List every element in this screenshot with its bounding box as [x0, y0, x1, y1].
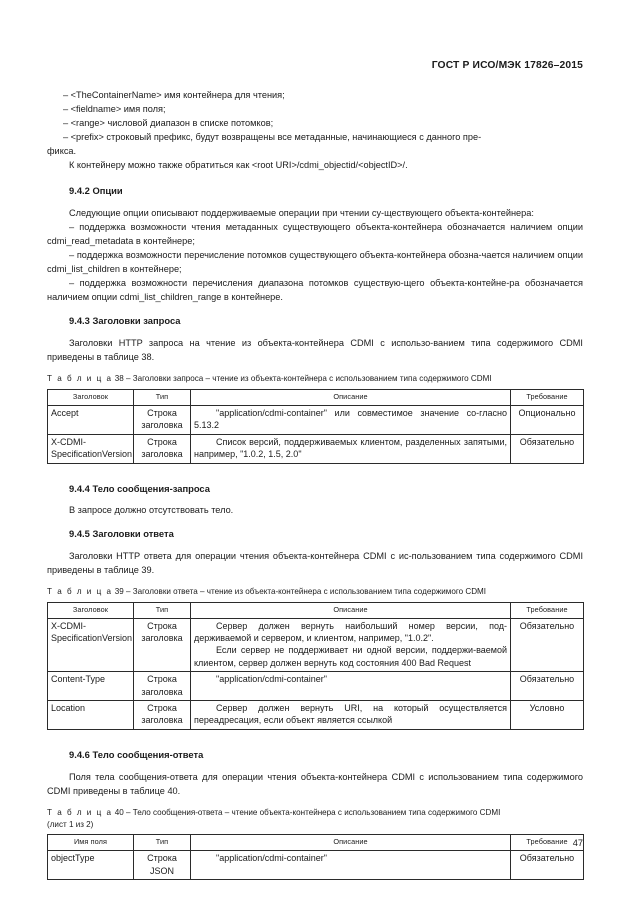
table-38-caption: [47, 373, 583, 385]
list-item: – <range> числовой диапазон в списке потомков;: [63, 118, 274, 129]
cell-field-name: objectType: [48, 851, 134, 880]
cell-name: X-CDMI-SpecificationVersion: [48, 618, 134, 672]
table-caption-text: – Тело сообщения-ответа – чтение объекта-контейнера с использованием типа содержимого CDMI: [125, 807, 501, 817]
running-header: ГОСТ Р ИСО/МЭК 17826–2015: [431, 60, 583, 71]
column-header-type: Тип: [134, 835, 191, 851]
table-caption-label: Т а б л и ц а: [47, 807, 113, 817]
list-item: – поддержка возможности чтения метаданных существующего объекта-контейнера обозначается наличием опции cdmi_read_metadata в контейнере;: [47, 221, 583, 246]
list-item: – <fieldname> имя поля;: [63, 104, 166, 115]
column-header-description: Описание: [191, 602, 511, 618]
column-header-requirement: Требование: [511, 835, 584, 851]
cell-requirement: Условно: [511, 700, 584, 729]
cell-requirement: Обязательно: [511, 434, 584, 463]
table-row: [48, 618, 584, 672]
table-row: [48, 434, 584, 463]
table-40-caption: [47, 807, 583, 830]
table-header-row: [48, 602, 584, 618]
table-caption-number: 40: [114, 807, 124, 817]
column-header-requirement: Требование: [511, 602, 584, 618]
table-header-row: [48, 390, 584, 406]
cell-requirement: Обязательно: [511, 672, 584, 701]
paragraph-root-uri: К контейнеру можно также обратиться как <root URI>/cdmi_objectid/<objectID>/.: [69, 160, 408, 171]
column-header-type: Тип: [134, 390, 191, 406]
table-caption-number: 38: [114, 374, 124, 384]
list-item: – поддержка возможности перечисления диапазона потомков существую-щего объекта-контейне-ра обозначается наличием опции cdmi_list_children_range в контейнере.: [47, 278, 583, 303]
table-caption-text: – Заголовки ответа – чтение из объекта-контейнера с использованием типа содержимого CDMI: [125, 586, 487, 596]
table-row: [48, 700, 584, 729]
table-caption-label: Т а б л и ц а: [47, 586, 113, 596]
page-content: [47, 0, 583, 880]
column-header-name: Заголовок: [48, 390, 134, 406]
column-header-requirement: Требование: [511, 390, 584, 406]
cell-description-part-2: Если сервер не поддерживает ни одной версии, поддержи-ваемой клиентом, сервер должен вернуть код состояния 400 Bad Request: [194, 645, 507, 668]
table-caption-sheet: (лист 1 из 2): [47, 819, 94, 829]
cell-type: Строка заголовка: [134, 700, 191, 729]
cell-name: Location: [48, 700, 134, 729]
table-39-caption: [47, 586, 583, 598]
paragraph-request-body: В запросе должно отсутствовать тело.: [69, 504, 234, 515]
list-item: – <TheContainerName> имя контейнера для чтения;: [63, 90, 285, 100]
heading-9-4-2: 9.4.2 Опции: [69, 184, 123, 196]
table-header-row: [48, 835, 584, 851]
table-row: [48, 851, 584, 880]
heading-9-4-3: 9.4.3 Заголовки запроса: [69, 315, 181, 327]
cell-type: Строка заголовка: [134, 434, 191, 463]
page-number: 47: [572, 838, 583, 848]
cell-requirement: Опционально: [511, 406, 584, 435]
table-39: [47, 602, 584, 730]
cell-description: Сервер должен вернуть URI, на который осуществляется переадресация, если объект является ссылкой: [191, 700, 511, 729]
cell-type: Строка заголовка: [134, 672, 191, 701]
cell-description: "application/cdmi-container": [191, 672, 511, 701]
column-header-field-name: Имя поля: [48, 835, 134, 851]
cell-requirement: Обязательно: [511, 851, 584, 880]
paragraph-options-intro: Следующие опции описывают поддерживаемые операции при чтении су-ществующего объекта-контейнера:: [69, 207, 534, 218]
cell-name: Accept: [48, 406, 134, 435]
cell-description: "application/cdmi-container" или совместимое значение со-гласно 5.13.2: [191, 406, 511, 435]
table-caption-text: – Заголовки запроса – чтение из объекта-контейнера с использованием типа содержимого CDMI: [125, 374, 492, 384]
cell-name: Content-Type: [48, 672, 134, 701]
paragraph-response-headers-intro: Заголовки HTTP ответа для операции чтения объекта-контейнера CDMI с ис-пользованием типа содержимого CDMI приведены в таблице 39.: [47, 550, 583, 575]
column-header-description: Описание: [191, 835, 511, 851]
table-38: [47, 389, 584, 464]
cell-description: Список версий, поддерживаемых клиентом, разделенных запятыми, например, "1.0.2, 1.5, 2.0": [191, 434, 511, 463]
heading-9-4-4: 9.4.4 Тело сообщения-запроса: [69, 482, 210, 494]
list-item: – <prefix> строковый префикс, будут возвращены все метаданные, начинающиеся с данного пре-: [63, 132, 482, 143]
cell-type: Строка заголовка: [134, 618, 191, 672]
cell-requirement: Обязательно: [511, 618, 584, 672]
cell-description: [191, 618, 511, 672]
heading-9-4-6: 9.4.6 Тело сообщения-ответа: [69, 748, 204, 760]
table-row: [48, 406, 584, 435]
column-header-name: Заголовок: [48, 602, 134, 618]
column-header-description: Описание: [191, 390, 511, 406]
paragraph-response-body-intro: Поля тела сообщения-ответа для операции чтения объекта-контейнера CDMI с использованием типа содержимого CDMI приведены в таблице 40.: [47, 771, 583, 796]
table-caption-label: Т а б л и ц а: [47, 374, 113, 384]
cell-type: Строка JSON: [134, 851, 191, 880]
cell-description-part-1: Сервер должен вернуть наибольший номер версии, под-держиваемой и сервером, и клиентом, например, "1.0.2".: [194, 620, 507, 643]
cell-name: X-CDMI-SpecificationVersion: [48, 434, 134, 463]
paragraph-request-headers-intro: Заголовки HTTP запроса на чтение из объекта-контейнера CDMI с использо-ванием типа содержимого CDMI приведены в таблице 38.: [47, 338, 583, 363]
list-item-continuation: фикса.: [47, 146, 77, 157]
table-row: [48, 672, 584, 701]
column-header-type: Тип: [134, 602, 191, 618]
list-item: – поддержка возможности перечисление потомков существующего объекта-контейнера обозна-чается наличием опции cdmi_list_children в контейнере;: [47, 249, 583, 274]
cell-type: Строка заголовка: [134, 406, 191, 435]
cell-description: "application/cdmi-container": [191, 851, 511, 880]
table-40: [47, 834, 584, 880]
table-caption-number: 39: [114, 586, 124, 596]
heading-9-4-5: 9.4.5 Заголовки ответа: [69, 527, 174, 539]
